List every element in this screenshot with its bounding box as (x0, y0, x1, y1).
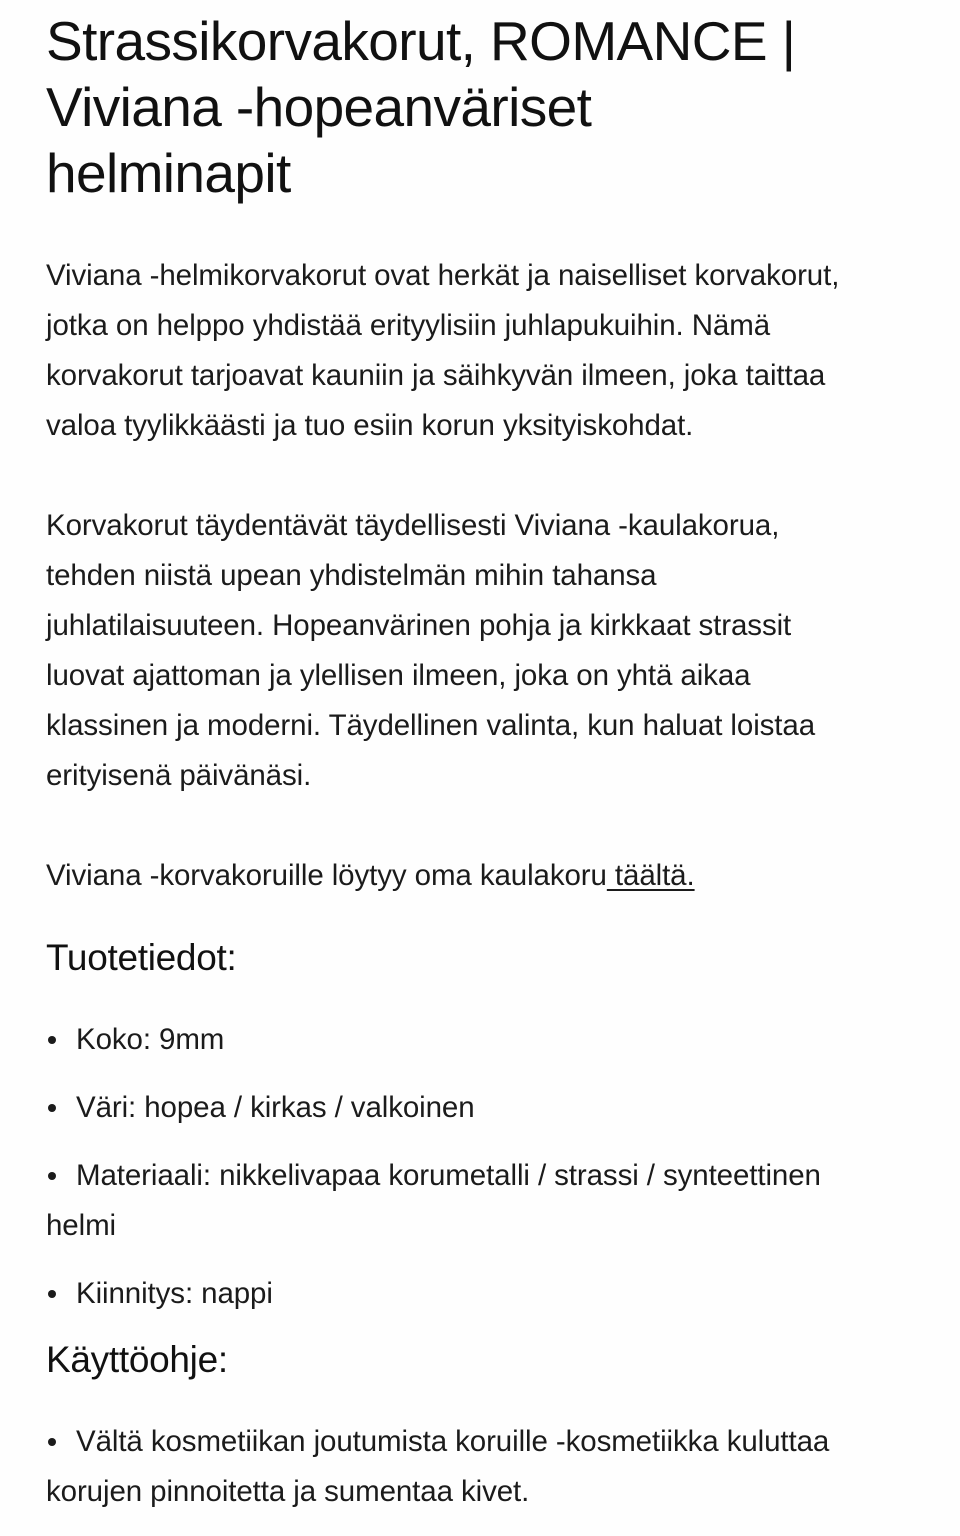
specs-heading: Tuotetiedot: (46, 937, 237, 978)
related-product-text: Viviana -korvakoruille löytyy oma kaulakoru (46, 859, 607, 892)
related-product-paragraph (46, 851, 856, 901)
list-item (46, 1269, 858, 1319)
bullet-icon (48, 1036, 56, 1044)
list-item (46, 1417, 858, 1517)
care-heading: Käyttöohje: (46, 1339, 228, 1380)
list-item (46, 1151, 858, 1251)
list-item-label: Väri: hopea / kirkas / valkoinen (76, 1091, 475, 1124)
bullet-icon (48, 1104, 56, 1112)
description-paragraph-2: Korvakorut täydentävät täydellisesti Viviana -kaulakorua, tehden niistä upean yhdistelmän mihin tahansa juhlatilaisuuteen. Hopeanvärinen pohja ja kirkkaat strassit luovat ajattoman ja ylellisen ilmeen, joka on yhtä aikaa klassinen ja moderni. Täydellinen valinta, kun haluat loistaa erityisenä päivänäsi. (46, 509, 816, 792)
list-item (46, 1015, 858, 1065)
list-item-label: Materiaali: nikkelivapaa korumetalli / strassi / synteettinen helmi (46, 1159, 821, 1242)
description-paragraph-1: Viviana -helmikorvakorut ovat herkät ja naiselliset korvakorut, jotka on helppo yhdistää erityylisiin juhlapukuihin. Nämä korvakorut tarjoavat kauniin ja säihkyvän ilmeen, joka taittaa valoa tyylikkäästi ja tuo esiin korun yksityiskohdat. (46, 259, 840, 442)
related-necklace-link[interactable]: täältä. (606, 859, 695, 892)
list-item (46, 1083, 858, 1133)
page-title: Strassikorvakorut, ROMANCE | Viviana -hopeanväriset helminapit (46, 10, 796, 204)
care-list (46, 1417, 858, 1517)
bullet-icon (48, 1438, 56, 1446)
list-item-label: Koko: 9mm (76, 1023, 225, 1056)
specs-list (46, 1015, 858, 1319)
bullet-icon (48, 1172, 56, 1180)
list-item-label: Vältä kosmetiikan joutumista koruille -kosmetiikka kuluttaa korujen pinnoitetta ja sumentaa kivet. (46, 1425, 830, 1508)
list-item-label: Kiinnitys: nappi (76, 1277, 273, 1310)
bullet-icon (48, 1290, 56, 1298)
